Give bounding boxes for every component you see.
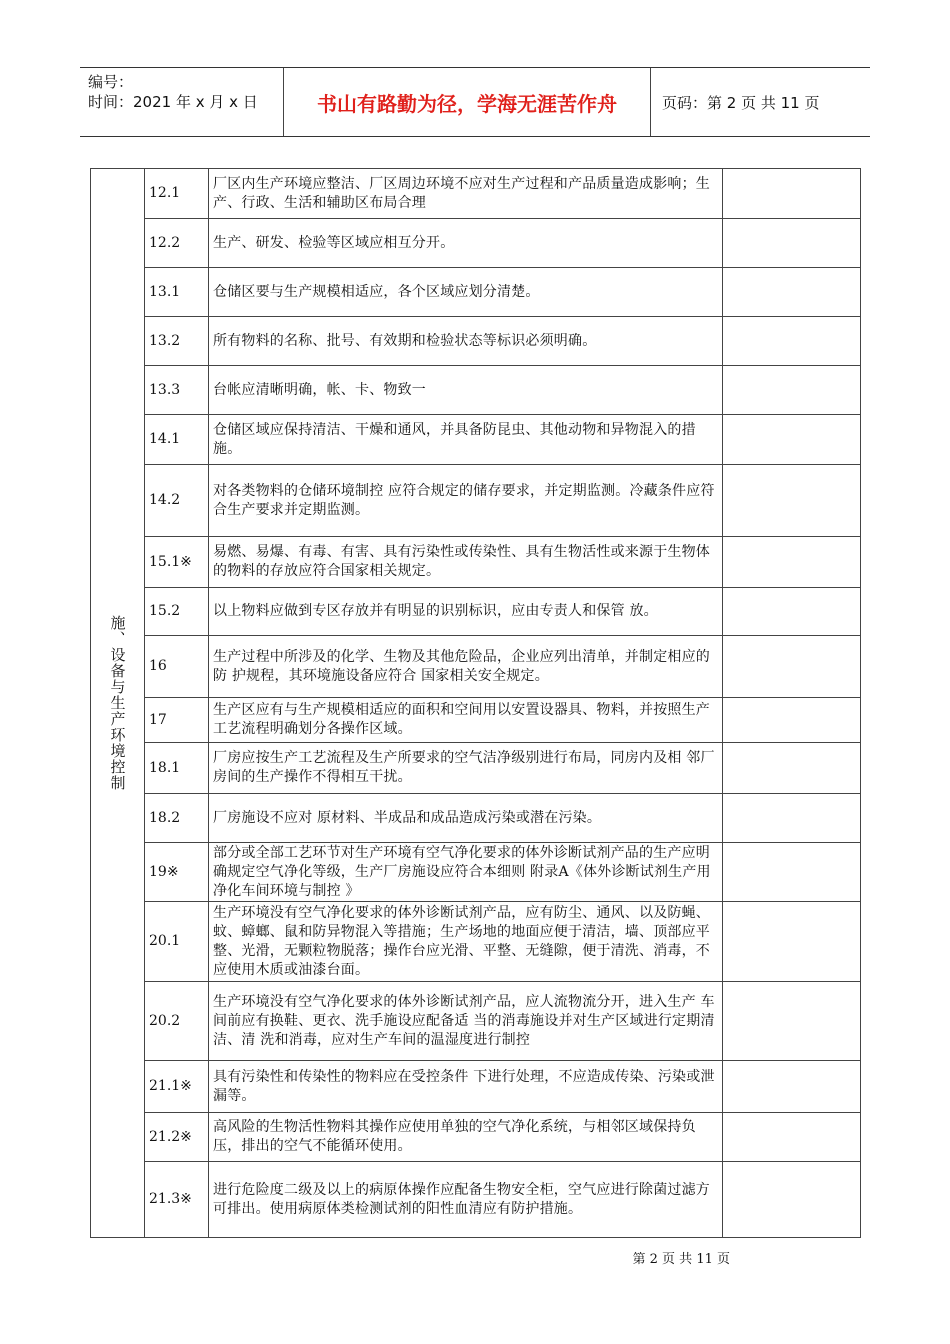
category-label: 施、设备与生产环境控制 [108,615,127,791]
footer-page-number: 第 2 页 共 11 页 [632,1252,730,1267]
item-number: 21.3※ [145,1162,209,1238]
item-text: 易燃、易爆、有毒、有害、具有污染性或传染性、具有生物活性或来源于生物体的物料的存放应符合国家相关规定。 [209,537,723,588]
table-row [91,537,861,588]
result-cell[interactable] [723,268,861,317]
table-row [91,588,861,636]
result-cell[interactable] [723,982,861,1061]
table-row [91,219,861,268]
item-text: 对各类物料的仓储环境制控 应符合规定的储存要求，并定期监测。冷藏条件应符合生产要求并定期监测。 [209,465,723,537]
item-text: 台帐应清晰明确，帐、卡、物致一 [209,366,723,415]
result-cell[interactable] [723,366,861,415]
header-motto: 书山有路勤为径，学海无涯苦作舟 [317,91,617,116]
result-cell[interactable] [723,843,861,902]
table-row [91,465,861,537]
item-number: 13.2 [145,317,209,366]
item-number: 12.2 [145,219,209,268]
header-page-number: 页码：第 2 页 共 11 页 [662,93,820,112]
result-cell[interactable] [723,1061,861,1113]
table-row [91,698,861,743]
result-cell[interactable] [723,317,861,366]
item-text: 厂区内生产环境应整洁、厂区周边环境不应对生产过程和产品质量造成影响；生产、行政、生活和辅助区布局合理 [209,169,723,219]
result-cell[interactable] [723,794,861,843]
item-number: 20.1 [145,902,209,982]
table-row [91,794,861,843]
item-number: 15.2 [145,588,209,636]
item-text: 生产、研发、检验等区域应相互分开。 [209,219,723,268]
item-text: 生产区应有与生产规模相适应的面积和空间用以安置设器具、物料，并按照生产工艺流程明确划分各操作区域。 [209,698,723,743]
table-row [91,902,861,982]
item-number: 12.1 [145,169,209,219]
item-text: 厂房应按生产工艺流程及生产所要求的空气洁净级别进行布局，同房内及相 邻厂房间的生产操作不得相互干扰。 [209,743,723,794]
inspection-table [90,168,861,1238]
result-cell[interactable] [723,415,861,465]
result-cell[interactable] [723,465,861,537]
table-row [91,636,861,698]
table-row [91,1162,861,1238]
table-row [91,169,861,219]
header-divider [650,68,651,136]
item-text: 仓储区域应保持清洁、干燥和通风，并具备防昆虫、其他动物和异物混入的措施。 [209,415,723,465]
item-text: 部分或全部工艺环节对生产环境有空气净化要求的体外诊断试剂产品的生产应明确规定空气净化等级，生产厂房施设应符合本细则 附录A《体外诊断试剂生产用净化车间环境与制控 》 [209,843,723,902]
item-text: 进行危险度二级及以上的病原体操作应配备生物安全柜，空气应进行除菌过滤方可排出。使用病原体类检测试剂的阳性血清应有防护措施。 [209,1162,723,1238]
item-text: 生产过程中所涉及的化学、生物及其他危险品，企业应列出清单，并制定相应的防 护规程，其环境施设备应符合 国家相关安全规定。 [209,636,723,698]
item-number: 21.1※ [145,1061,209,1113]
table-row [91,415,861,465]
item-number: 20.2 [145,982,209,1061]
item-text: 以上物料应做到专区存放并有明显的识别标识，应由专责人和保管 放。 [209,588,723,636]
item-number: 19※ [145,843,209,902]
result-cell[interactable] [723,698,861,743]
table-row [91,1061,861,1113]
item-text: 高风险的生物活性物料其操作应使用单独的空气净化系统，与相邻区域保持负压，排出的空气不能循环使用。 [209,1113,723,1162]
item-text: 具有污染性和传染性的物料应在受控条件 下进行处理，不应造成传染、污染或泄漏等。 [209,1061,723,1113]
table-row [91,317,861,366]
item-number: 16 [145,636,209,698]
item-number: 13.3 [145,366,209,415]
table-row [91,843,861,902]
item-text: 生产环境没有空气净化要求的体外诊断试剂产品，应人流物流分开，进入生产 车间前应有换鞋、更衣、洗手施设应配备适 当的消毒施设并对生产区域进行定期清洁、清 洗和消毒，应对生产车间的温湿度进行制控 [209,982,723,1061]
result-cell[interactable] [723,169,861,219]
item-number: 21.2※ [145,1113,209,1162]
page-header [80,67,870,137]
result-cell[interactable] [723,537,861,588]
table-row [91,1113,861,1162]
result-cell[interactable] [723,219,861,268]
item-number: 17 [145,698,209,743]
result-cell[interactable] [723,743,861,794]
result-cell[interactable] [723,588,861,636]
result-cell[interactable] [723,636,861,698]
document-number-label: 编号： [88,73,134,91]
item-number: 18.1 [145,743,209,794]
table-row [91,982,861,1061]
category-cell [91,169,145,1238]
item-number: 15.1※ [145,537,209,588]
result-cell[interactable] [723,1162,861,1238]
item-number: 14.1 [145,415,209,465]
table-row [91,366,861,415]
result-cell[interactable] [723,1113,861,1162]
item-number: 13.1 [145,268,209,317]
table-row [91,743,861,794]
item-text: 生产环境没有空气净化要求的体外诊断试剂产品，应有防尘、通风、以及防蝇、蚊、蟑螂、鼠和防异物混入等措施；生产场地的地面应便于清洁，墙、顶部应平整、光滑，无颗粒物脱落；操作台应光滑、平整、无缝隙，便于清洗、消毒，不应使用木质或油漆台面。 [209,902,723,982]
result-cell[interactable] [723,902,861,982]
item-number: 18.2 [145,794,209,843]
item-number: 14.2 [145,465,209,537]
table-row [91,268,861,317]
item-text: 所有物料的名称、批号、有效期和检验状态等标识必须明确。 [209,317,723,366]
header-meta [88,72,283,112]
item-text: 厂房施设不应对 原材料、半成品和成品造成污染或潜在污染。 [209,794,723,843]
page-footer [0,1248,950,1267]
document-date-label: 时间：2021 年 x 月 x 日 [88,93,258,111]
item-text: 仓储区要与生产规模相适应，各个区域应划分清楚。 [209,268,723,317]
